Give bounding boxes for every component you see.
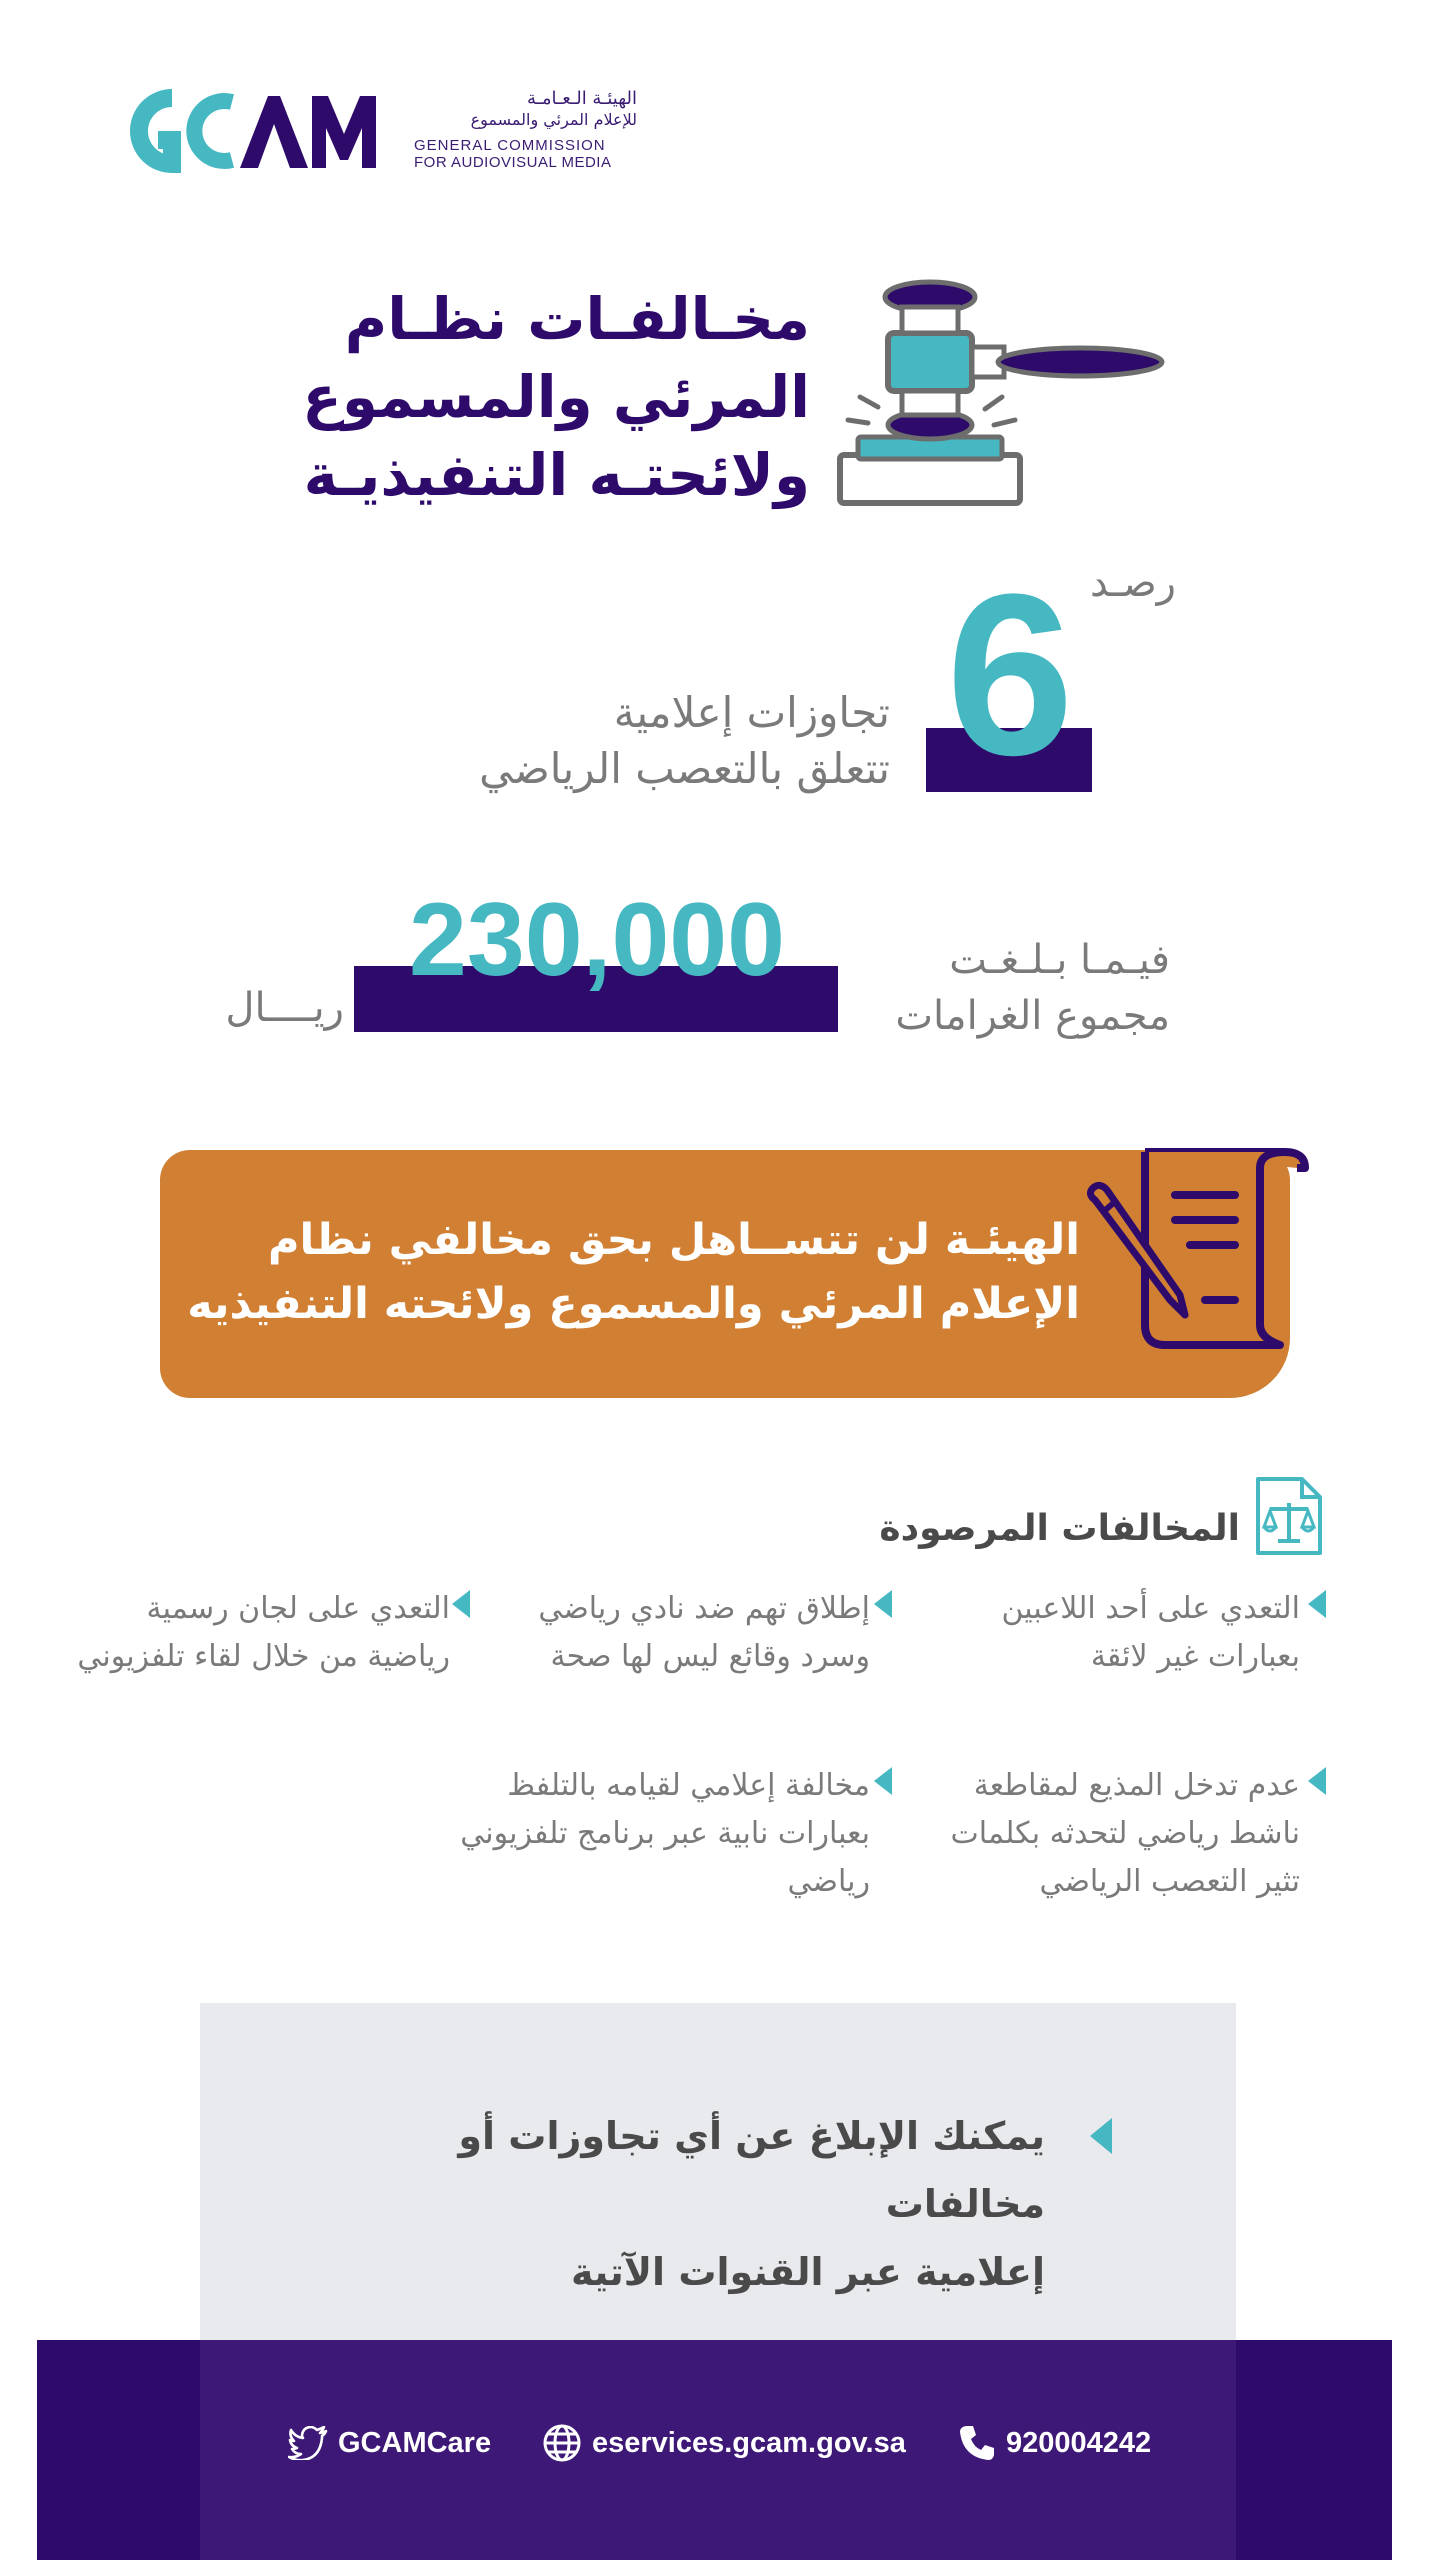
currency-label: ريــــال xyxy=(225,985,344,1031)
title-line3: ولائحتـه التنفيذيـة xyxy=(303,441,810,509)
logo-english-line2: FOR AUDIOVISUAL MEDIA xyxy=(414,154,612,171)
violation-line: رياضي xyxy=(787,1864,870,1899)
phone-number: 920004242 xyxy=(1006,2426,1152,2459)
violation-item xyxy=(500,1585,870,1681)
violations-description xyxy=(400,685,890,797)
website-url: eservices.gcam.gov.sa xyxy=(592,2426,906,2459)
stat-label-top: رصـد xyxy=(1090,560,1176,606)
violation-line: التعدي على أحد اللاعبين xyxy=(1001,1591,1300,1626)
phone-icon xyxy=(958,2424,996,2462)
section-title: المخالفات المرصودة xyxy=(879,1508,1240,1549)
globe-icon xyxy=(542,2423,582,2463)
violation-line: رياضية من خلال لقاء تلفزيوني xyxy=(77,1639,450,1674)
logo-arabic-line1: الهيئـة الـعـامـة xyxy=(526,88,637,109)
violations-count: 6 xyxy=(946,546,1074,803)
violation-line: عدم تدخل المذيع لمقاطعة xyxy=(973,1768,1300,1803)
violation-line: إطلاق تهم ضد نادي رياضي xyxy=(538,1591,870,1626)
gavel-icon xyxy=(830,275,1170,510)
twitter-handle: GCAMCare xyxy=(338,2426,492,2459)
fines-amount: 230,000 xyxy=(409,882,785,998)
twitter-contact[interactable] xyxy=(288,2418,491,2468)
violation-line: بعبارات غير لائقة xyxy=(1090,1639,1300,1674)
violation-line: ناشط رياضي لتحدثه بكلمات xyxy=(950,1816,1300,1851)
violation-item xyxy=(460,1762,870,1906)
banner-line2: الإعلام المرئي والمسموع ولائحته التنفيذيه xyxy=(187,1279,1080,1329)
bullet-icon xyxy=(874,1767,892,1795)
gcam-logo xyxy=(122,88,380,174)
title-line2: المرئي والمسموع xyxy=(302,363,810,431)
document-pen-icon xyxy=(1075,1140,1315,1355)
banner-line1: الهيئـة لن تتســاهل بحق مخالفي نظام xyxy=(268,1215,1080,1265)
fines-description xyxy=(880,932,1170,1044)
logo-arabic-line2: للإعلام المرئي والمسموع xyxy=(470,110,637,129)
violations-line2: تتعلق بالتعصب الرياضي xyxy=(479,744,890,793)
bullet-icon xyxy=(1308,1767,1326,1795)
legal-document-icon xyxy=(1250,1475,1326,1557)
banner-text xyxy=(170,1208,1080,1336)
bullet-icon xyxy=(1308,1590,1326,1618)
fines-line1: فيـمـا بـلـغـت xyxy=(949,937,1170,983)
report-line1: يمكنك الإبلاغ عن أي تجاوزات أو مخالفات xyxy=(458,2114,1045,2226)
title-line1: مخـالفـات نظـام xyxy=(344,285,810,353)
bullet-icon xyxy=(1090,2118,1112,2154)
violation-line: وسرد وقائع ليس لها صحة xyxy=(550,1639,870,1674)
phone-contact[interactable] xyxy=(958,2418,1151,2468)
fines-line2: مجموع الغرامات xyxy=(895,993,1170,1039)
report-line2: إعلامية عبر القنوات الآتية xyxy=(570,2250,1045,2294)
violation-line: التعدي على لجان رسمية xyxy=(146,1591,450,1626)
violation-line: مخالفة إعلامي لقيامه بالتلفظ xyxy=(507,1768,870,1803)
bullet-icon xyxy=(874,1590,892,1618)
violation-item xyxy=(60,1585,450,1681)
website-contact[interactable] xyxy=(542,2418,906,2468)
bullet-icon xyxy=(452,1590,470,1618)
page-title xyxy=(300,280,810,514)
violation-item xyxy=(920,1762,1300,1906)
twitter-icon xyxy=(288,2426,328,2460)
violation-line: تثير التعصب الرياضي xyxy=(1039,1864,1300,1899)
report-text xyxy=(300,2102,1045,2306)
violations-line1: تجاوزات إعلامية xyxy=(613,688,890,737)
violation-line: بعبارات نابية عبر برنامج تلفزيوني xyxy=(460,1816,870,1851)
violation-item xyxy=(940,1585,1300,1681)
logo-english-line1: GENERAL COMMISSION xyxy=(414,137,606,154)
